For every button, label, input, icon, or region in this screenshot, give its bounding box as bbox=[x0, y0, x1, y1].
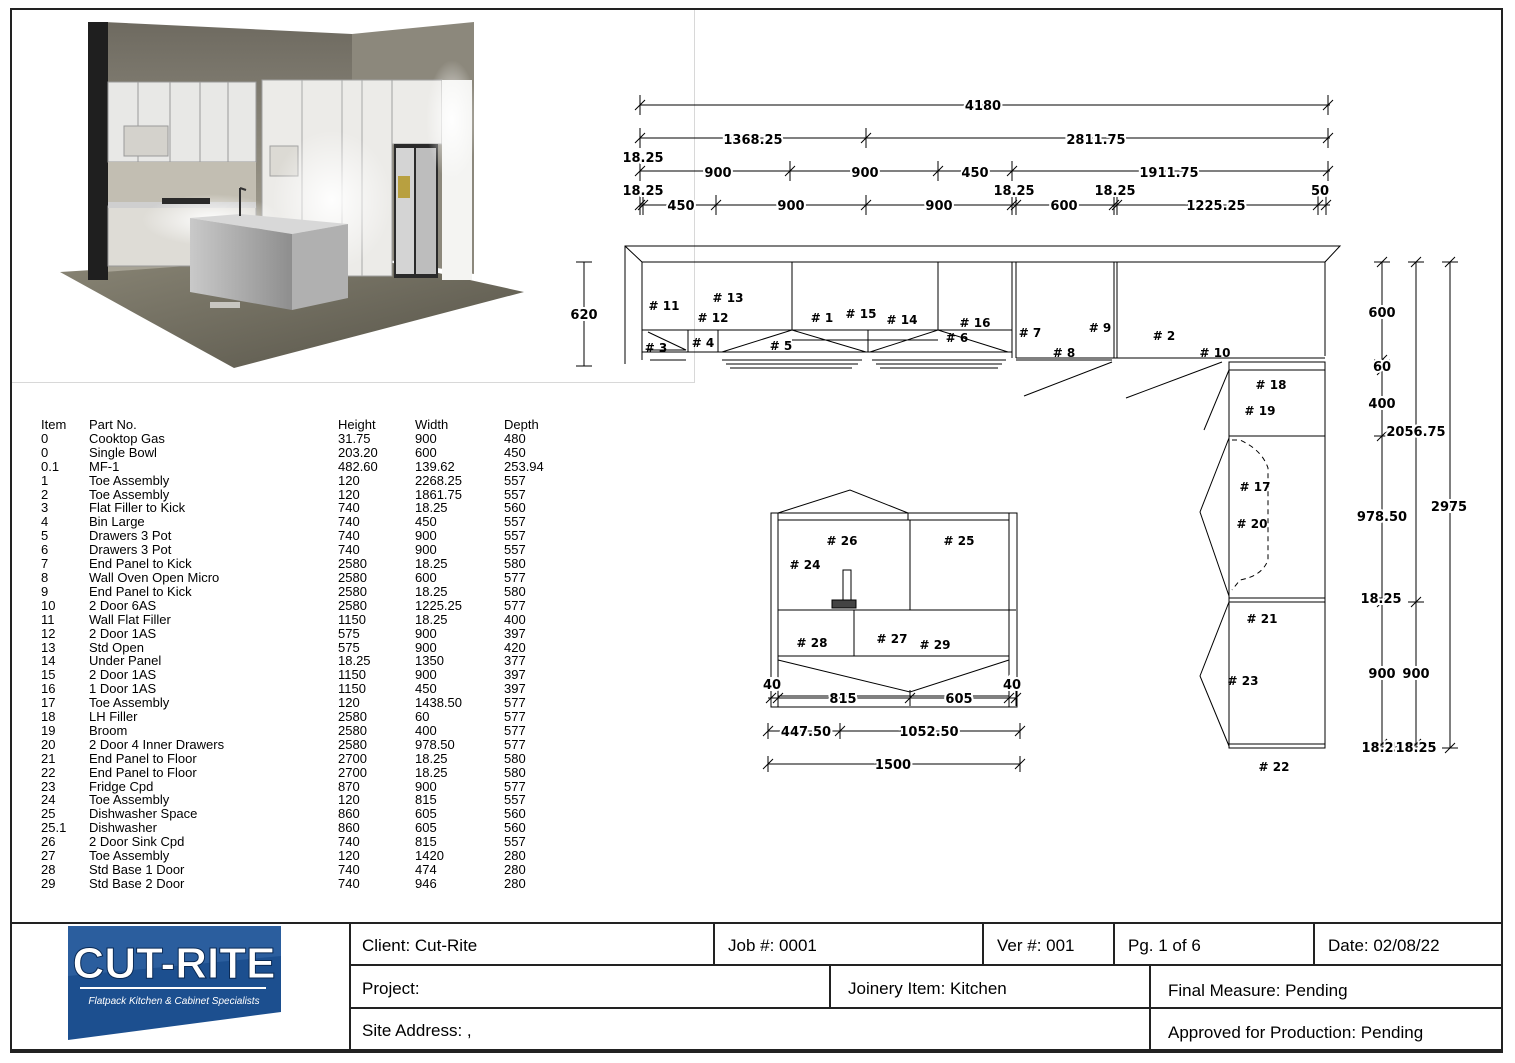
cell-width: 946 bbox=[415, 875, 437, 891]
cell-depth: 397 bbox=[504, 625, 526, 641]
cell-item: 13 bbox=[41, 639, 56, 655]
cell-depth: 557 bbox=[504, 486, 526, 502]
cabinet-tag: # 27 bbox=[876, 632, 908, 646]
cell-width: 815 bbox=[415, 792, 437, 808]
dim-row4-b: 450 bbox=[667, 199, 695, 214]
cell-width: 900 bbox=[415, 778, 437, 794]
cell-part: Toe Assembly bbox=[89, 472, 170, 488]
cell-height: 2700 bbox=[338, 764, 367, 780]
cabinet-tag: # 28 bbox=[796, 636, 828, 650]
cabinet-tag: # 9 bbox=[1088, 321, 1112, 335]
version-field: Ver #: 001 bbox=[997, 935, 1075, 955]
cell-height: 120 bbox=[338, 472, 360, 488]
logo-wordmark: CUT-RITE bbox=[72, 939, 276, 988]
cell-height: 740 bbox=[338, 514, 360, 530]
cell-part: Toe Assembly bbox=[89, 792, 170, 808]
cell-width: 605 bbox=[415, 820, 437, 836]
cell-width: 139.62 bbox=[415, 458, 455, 474]
cell-part: Drawers 3 Pot bbox=[89, 542, 172, 558]
cell-width: 18.25 bbox=[415, 764, 448, 780]
cell-height: 740 bbox=[338, 834, 360, 850]
cell-part: Drawers 3 Pot bbox=[89, 528, 172, 544]
cell-depth: 577 bbox=[504, 722, 526, 738]
cell-part: Toe Assembly bbox=[89, 695, 170, 711]
dim-right-2: 400 bbox=[1368, 397, 1396, 412]
dim-left-depth: 620 bbox=[570, 308, 598, 323]
cell-part: Broom bbox=[89, 722, 128, 738]
cut-rite-logo bbox=[66, 926, 281, 1040]
job-number-field: Job #: 0001 bbox=[728, 935, 817, 955]
dim-row4-c: 900 bbox=[777, 199, 805, 214]
date-field: Date: 02/08/22 bbox=[1328, 935, 1440, 955]
cabinet-tag: # 1 bbox=[810, 311, 834, 325]
cell-item: 14 bbox=[41, 653, 56, 669]
cell-width: 900 bbox=[415, 430, 437, 446]
header-height: Height bbox=[338, 417, 376, 432]
cell-width: 400 bbox=[415, 722, 437, 738]
cell-depth: 557 bbox=[504, 834, 526, 850]
cell-part: Toe Assembly bbox=[89, 486, 170, 502]
dim-island-5: 1052.50 bbox=[899, 725, 959, 740]
cell-width: 2268.25 bbox=[415, 472, 462, 488]
cell-part: Std Base 2 Door bbox=[89, 875, 185, 891]
cell-item: 1 bbox=[41, 472, 49, 488]
dim-row4-i: 50 bbox=[1310, 184, 1330, 199]
header-item: Item bbox=[41, 417, 67, 432]
cell-height: 740 bbox=[338, 875, 360, 891]
site-address-field: Site Address: , bbox=[362, 1020, 472, 1040]
cabinet-tag: # 12 bbox=[697, 311, 729, 325]
cell-depth: 577 bbox=[504, 695, 526, 711]
cell-width: 18.25 bbox=[415, 500, 448, 516]
cell-width: 18.25 bbox=[415, 583, 448, 599]
cell-item: 20 bbox=[41, 736, 56, 752]
cell-height: 2580 bbox=[338, 569, 367, 585]
cell-part: Under Panel bbox=[89, 653, 162, 669]
dim-island-0: 40 bbox=[762, 678, 782, 693]
cell-item: 15 bbox=[41, 667, 56, 683]
dim-row3-d: 450 bbox=[961, 166, 989, 181]
cell-depth: 560 bbox=[504, 806, 526, 822]
cell-item: 8 bbox=[41, 569, 49, 585]
dim-island-2: 605 bbox=[945, 692, 973, 707]
cell-item: 23 bbox=[41, 778, 56, 794]
cell-height: 120 bbox=[338, 848, 360, 864]
cell-item: 12 bbox=[41, 625, 56, 641]
dim-right-9: 18.25 bbox=[1361, 741, 1403, 756]
header-depth: Depth bbox=[504, 417, 539, 432]
dim-row4-a: 18.25 bbox=[622, 184, 664, 199]
cell-part: Cooktop Gas bbox=[89, 430, 165, 446]
cabinet-tag: # 16 bbox=[959, 316, 991, 330]
cell-depth: 280 bbox=[504, 875, 526, 891]
cell-part: End Panel to Floor bbox=[89, 750, 197, 766]
cabinet-tag: # 13 bbox=[712, 291, 744, 305]
cell-item: 19 bbox=[41, 722, 56, 738]
cell-depth: 577 bbox=[504, 778, 526, 794]
cabinet-tag: # 23 bbox=[1227, 674, 1259, 688]
dim-row2-a: 1368.25 bbox=[723, 133, 783, 148]
cabinet-tag: # 11 bbox=[648, 299, 680, 313]
cell-width: 1420 bbox=[415, 848, 444, 864]
cell-width: 900 bbox=[415, 542, 437, 558]
dim-row3-b: 900 bbox=[704, 166, 732, 181]
cabinet-tag: # 15 bbox=[845, 307, 877, 321]
cell-width: 900 bbox=[415, 667, 437, 683]
dim-row4-e: 18.25 bbox=[993, 184, 1035, 199]
cell-height: 2580 bbox=[338, 736, 367, 752]
cell-depth: 560 bbox=[504, 820, 526, 836]
cell-width: 1861.75 bbox=[415, 486, 462, 502]
project-field: Project: bbox=[362, 978, 420, 998]
cell-height: 740 bbox=[338, 500, 360, 516]
cabinet-tag: # 10 bbox=[1199, 346, 1231, 360]
cell-part: End Panel to Kick bbox=[89, 583, 192, 599]
cabinet-tag: # 29 bbox=[919, 638, 951, 652]
cell-item: 16 bbox=[41, 681, 56, 697]
cell-width: 600 bbox=[415, 569, 437, 585]
cell-item: 17 bbox=[41, 695, 56, 711]
cell-depth: 557 bbox=[504, 792, 526, 808]
dim-row4-d: 900 bbox=[925, 199, 953, 214]
cell-width: 450 bbox=[415, 514, 437, 530]
cell-width: 474 bbox=[415, 862, 437, 877]
cell-width: 900 bbox=[415, 625, 437, 641]
final-measure-field: Final Measure: Pending bbox=[1168, 980, 1348, 1000]
cell-part: Wall Flat Filler bbox=[89, 611, 171, 627]
dim-right-3: 2056.75 bbox=[1386, 425, 1446, 440]
cell-part: 2 Door 6AS bbox=[89, 597, 157, 613]
cell-height: 2580 bbox=[338, 597, 367, 613]
header-part: Part No. bbox=[89, 417, 137, 432]
cell-width: 60 bbox=[415, 709, 430, 725]
cell-part: 2 Door 1AS bbox=[89, 667, 157, 683]
cell-part: MF-1 bbox=[89, 458, 120, 474]
dim-island-6: 1500 bbox=[874, 758, 912, 773]
cabinet-tag: # 25 bbox=[943, 534, 975, 548]
cell-item: 9 bbox=[41, 583, 49, 599]
cell-part: End Panel to Floor bbox=[89, 764, 197, 780]
cabinet-tag: # 19 bbox=[1244, 404, 1276, 418]
cell-item: 18 bbox=[41, 709, 56, 725]
cell-item: 26 bbox=[41, 834, 56, 850]
cell-item: 6 bbox=[41, 542, 49, 558]
cell-height: 31.75 bbox=[338, 430, 371, 446]
cell-height: 575 bbox=[338, 625, 360, 641]
cell-part: End Panel to Kick bbox=[89, 556, 192, 572]
cell-height: 1150 bbox=[338, 611, 366, 627]
cell-depth: 557 bbox=[504, 514, 526, 530]
dim-right-6: 18.25 bbox=[1360, 592, 1402, 607]
cell-depth: 580 bbox=[504, 764, 526, 780]
cell-part: Dishwasher Space bbox=[89, 806, 198, 822]
cell-item: 4 bbox=[41, 514, 49, 530]
cell-depth: 557 bbox=[504, 528, 526, 544]
cabinet-tag: # 21 bbox=[1246, 612, 1278, 626]
cell-depth: 580 bbox=[504, 750, 526, 766]
cell-height: 870 bbox=[338, 778, 360, 794]
cell-height: 740 bbox=[338, 862, 360, 877]
cabinet-tag: # 4 bbox=[691, 336, 715, 350]
cell-height: 18.25 bbox=[338, 653, 371, 669]
cell-item: 28 bbox=[41, 862, 56, 877]
dim-right-4: 978.50 bbox=[1356, 510, 1408, 525]
cabinet-tag: # 6 bbox=[945, 331, 969, 345]
dim-right-10: 18.25 bbox=[1395, 741, 1437, 756]
logo-graphic bbox=[66, 926, 281, 1040]
cell-depth: 577 bbox=[504, 569, 526, 585]
cabinet-tag: # 14 bbox=[886, 313, 918, 327]
dim-right-1: 60 bbox=[1372, 360, 1392, 375]
cell-width: 900 bbox=[415, 639, 437, 655]
cell-item: 11 bbox=[41, 611, 55, 627]
cabinet-tag: # 8 bbox=[1052, 346, 1076, 360]
dim-row4-g: 18.25 bbox=[1094, 184, 1136, 199]
header-width: Width bbox=[415, 417, 449, 432]
cell-depth: 420 bbox=[504, 639, 526, 655]
logo-tagline: Flatpack Kitchen & Cabinet Specialists bbox=[88, 996, 260, 1007]
cell-height: 2580 bbox=[338, 722, 367, 738]
cabinet-tag: # 20 bbox=[1236, 517, 1268, 531]
cell-depth: 560 bbox=[504, 500, 526, 516]
cabinet-tag: # 22 bbox=[1258, 760, 1290, 774]
dim-row2-b: 2811.75 bbox=[1066, 133, 1126, 148]
dim-right-5: 2975 bbox=[1430, 500, 1468, 515]
cell-depth: 397 bbox=[504, 681, 526, 697]
cell-part: 2 Door 4 Inner Drawers bbox=[89, 736, 225, 752]
cell-width: 1225.25 bbox=[415, 597, 462, 613]
cell-depth: 280 bbox=[504, 848, 526, 864]
dim-right-8: 900 bbox=[1402, 667, 1430, 682]
cell-width: 978.50 bbox=[415, 736, 455, 752]
cell-depth: 557 bbox=[504, 542, 526, 558]
cell-item: 2 bbox=[41, 486, 49, 502]
cell-height: 203.20 bbox=[338, 444, 378, 460]
cell-width: 1438.50 bbox=[415, 695, 462, 711]
dim-island-3: 40 bbox=[1002, 678, 1022, 693]
cell-depth: 450 bbox=[504, 444, 526, 460]
cell-depth: 377 bbox=[504, 653, 526, 669]
cell-item: 7 bbox=[41, 556, 49, 572]
dim-right-7: 900 bbox=[1368, 667, 1396, 682]
dim-island-4: 447.50 bbox=[780, 725, 832, 740]
cell-item: 25 bbox=[41, 806, 56, 822]
cell-depth: 577 bbox=[504, 597, 526, 613]
cell-width: 18.25 bbox=[415, 556, 448, 572]
cell-height: 1150 bbox=[338, 681, 366, 697]
cabinet-tag: # 5 bbox=[769, 339, 793, 353]
cell-depth: 580 bbox=[504, 556, 526, 572]
cell-height: 860 bbox=[338, 820, 360, 836]
cell-item: 0.1 bbox=[41, 458, 60, 474]
cell-item: 3 bbox=[41, 500, 49, 516]
cell-part: 2 Door Sink Cpd bbox=[89, 834, 185, 850]
cell-height: 2580 bbox=[338, 709, 367, 725]
cell-item: 0 bbox=[41, 444, 49, 460]
cell-height: 2580 bbox=[338, 556, 367, 572]
cabinet-tag: # 2 bbox=[1152, 329, 1176, 343]
cell-depth: 397 bbox=[504, 667, 526, 683]
cabinet-tag: # 18 bbox=[1255, 378, 1287, 392]
cell-height: 740 bbox=[338, 528, 360, 544]
cabinet-tag: # 26 bbox=[826, 534, 858, 548]
cabinet-tag: # 3 bbox=[644, 341, 668, 355]
cell-width: 18.25 bbox=[415, 750, 448, 766]
cell-height: 120 bbox=[338, 486, 360, 502]
cell-depth: 577 bbox=[504, 709, 526, 725]
cell-part: Wall Oven Open Micro bbox=[89, 569, 220, 585]
dim-row3-a: 18.25 bbox=[622, 151, 664, 166]
cell-width: 1350 bbox=[415, 653, 444, 669]
cell-part: Toe Assembly bbox=[89, 848, 170, 864]
cell-part: Dishwasher bbox=[89, 820, 157, 836]
cell-item: 24 bbox=[41, 792, 56, 808]
cell-width: 605 bbox=[415, 806, 437, 822]
cell-depth: 253.94 bbox=[504, 458, 544, 474]
cell-part: 2 Door 1AS bbox=[89, 625, 157, 641]
cell-part: Single Bowl bbox=[89, 444, 157, 460]
page-field: Pg. 1 of 6 bbox=[1128, 935, 1201, 955]
cell-height: 2580 bbox=[338, 583, 367, 599]
cell-depth: 480 bbox=[504, 430, 526, 446]
cell-item: 27 bbox=[41, 848, 56, 864]
cell-item: 29 bbox=[41, 875, 56, 891]
cell-item: 25.1 bbox=[41, 820, 67, 836]
cell-width: 450 bbox=[415, 681, 437, 697]
cabinet-tag: # 17 bbox=[1239, 480, 1271, 494]
cell-item: 21 bbox=[41, 750, 56, 766]
cell-part: Std Open bbox=[89, 639, 144, 655]
cell-depth: 400 bbox=[504, 611, 526, 627]
cell-item: 5 bbox=[41, 528, 49, 544]
cell-part: Bin Large bbox=[89, 514, 145, 530]
client-field: Client: Cut-Rite bbox=[362, 935, 478, 955]
approval-status-field: Approved for Production: Pending bbox=[1168, 1022, 1424, 1042]
cell-part: Flat Filler to Kick bbox=[89, 500, 186, 516]
cell-item: 0 bbox=[41, 430, 49, 446]
cell-part: 1 Door 1AS bbox=[89, 681, 157, 697]
cell-width: 18.25 bbox=[415, 611, 448, 627]
cell-height: 860 bbox=[338, 806, 360, 822]
cell-height: 575 bbox=[338, 639, 360, 655]
dim-row4-h: 1225.25 bbox=[1186, 199, 1246, 214]
cell-depth: 557 bbox=[504, 472, 526, 488]
dim-row3-e: 1911.75 bbox=[1139, 166, 1199, 181]
joinery-item-field: Joinery Item: Kitchen bbox=[848, 978, 1007, 998]
cell-part: Fridge Cpd bbox=[89, 778, 154, 794]
cell-part: Std Base 1 Door bbox=[89, 862, 185, 877]
cell-depth: 280 bbox=[504, 862, 526, 877]
cell-part: LH Filler bbox=[89, 709, 138, 725]
dim-total-width: 4180 bbox=[964, 99, 1002, 114]
cell-height: 120 bbox=[338, 792, 360, 808]
dim-island-1: 815 bbox=[829, 692, 857, 707]
dim-row3-c: 900 bbox=[851, 166, 879, 181]
cell-depth: 580 bbox=[504, 583, 526, 599]
cell-width: 600 bbox=[415, 444, 437, 460]
cell-height: 1150 bbox=[338, 667, 366, 683]
cell-width: 815 bbox=[415, 834, 437, 850]
cell-height: 482.60 bbox=[338, 458, 378, 474]
cabinet-tag: # 24 bbox=[789, 558, 821, 572]
cabinet-tag: # 7 bbox=[1018, 326, 1042, 340]
cell-item: 22 bbox=[41, 764, 56, 780]
cell-height: 120 bbox=[338, 695, 360, 711]
cell-height: 740 bbox=[338, 542, 360, 558]
cell-depth: 577 bbox=[504, 736, 526, 752]
cell-item: 10 bbox=[41, 597, 56, 613]
cell-width: 900 bbox=[415, 528, 437, 544]
dim-row4-f: 600 bbox=[1050, 199, 1078, 214]
cell-height: 2700 bbox=[338, 750, 367, 766]
dim-right-0: 600 bbox=[1368, 306, 1396, 321]
